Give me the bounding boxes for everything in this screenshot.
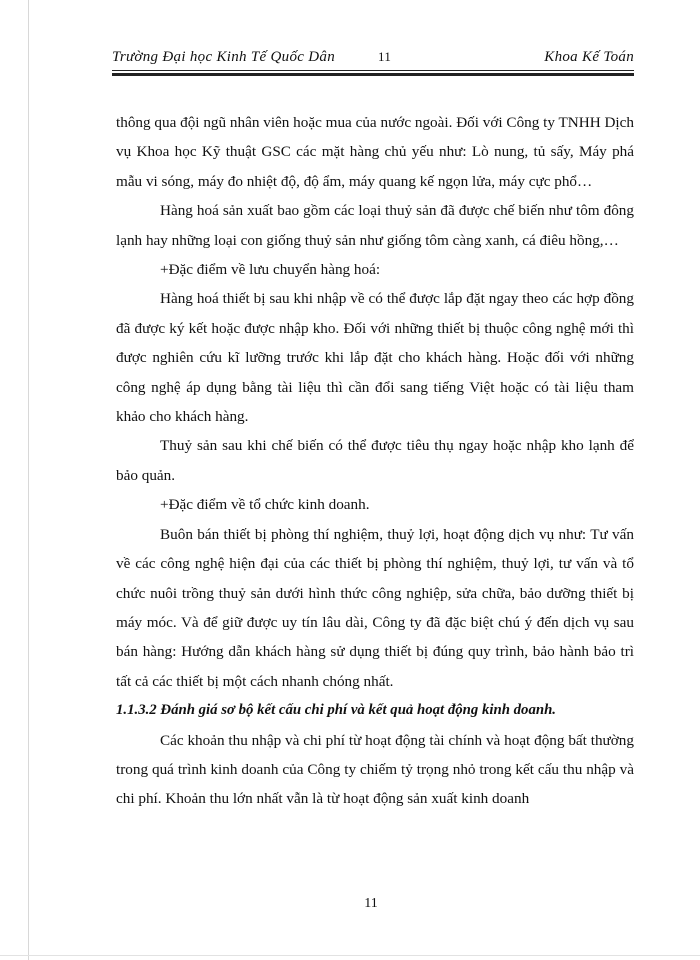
header-faculty: Khoa Kế Toán [544,49,634,65]
page-bottom-edge [0,955,700,956]
section-heading: 1.1.3.2 Đánh giá sơ bộ kết cấu chi phí và kết quả hoạt động kinh doanh. [116,702,556,719]
paragraph-circulation: Hàng hoá thiết bị sau khi nhập về có thể được lắp đặt ngay theo các hợp đồng đã được ký kết hoặc được nhập kho. Đối với những thiết bị thuộc công nghệ mới thì được nghiên cứu kĩ lưỡng trước khi lắp đặt cho khách hàng. Hoặc đối với những công nghệ áp dụng bằng tài liệu thì cần đổi sang tiếng Việt hoặc có tài liệu tham khảo cho khách hàng. [116,290,634,426]
body-text [116,108,634,814]
paragraph-goods-produced: Hàng hoá sản xuất bao gồm các loại thuỷ sản đã được chế biến như tôm đông lạnh hay những loại con giống thuỷ sản như giống tôm càng xanh, cá điêu hồng,… [116,202,634,249]
header-rule-thick [112,73,634,76]
header-university: Trường Đại học Kinh Tế Quốc Dân [112,49,335,65]
header-page-number: 11 [378,49,392,64]
footer-page-number: 11 [364,896,378,911]
header-rule-thin [112,70,634,71]
paragraph-business: Buôn bán thiết bị phòng thí nghiệm, thuỷ lợi, hoạt động dịch vụ như: Tư vấn về các công nghệ hiện đại của các thiết bị phòng thí nghiệm, thuỷ lợi, tư vấn và tổ chức nuôi trồng thuỷ sản dưới hình thức công nghiệp, sửa chữa, bảo dưỡng thiết bị máy móc. Và để giữ được uy tín lâu dài, Công ty đã đặc biệt chú ý đến dịch vụ sau bán hàng: Hướng dẫn khách hàng sử dụng thiết bị đúng quy trình, bảo hành bảo trì tất cả các thiết bị một cách nhanh chóng nhất. [116,525,634,690]
page-header [112,44,634,70]
paragraph-products: thông qua đội ngũ nhân viên hoặc mua của nước ngoài. Đối với Công ty TNHH Dịch vụ Khoa học Kỹ thuật GSC các mặt hàng chủ yếu như: Lò nung, tủ sấy, Máy phá mẫu vi sóng, máy đo nhiệt độ, độ ẩm, máy quang kế ngọn lửa, máy cực phổ… [116,114,634,190]
paragraph-income-expense: Các khoản thu nhập và chi phí từ hoạt động tài chính và hoạt động bất thường trong quá trình kinh doanh của Công ty chiếm tỷ trọng nhỏ trong kết cấu thu nhập và chi phí. Khoản thu lớn nhất vẫn là từ hoạt động sản xuất kinh doanh [116,731,634,808]
page-left-edge [28,0,29,960]
paragraph-circulation-title: +Đặc điểm về lưu chuyển hàng hoá: [160,261,381,279]
paragraph-seafood: Thuỷ sản sau khi chế biến có thể được tiêu thụ ngay hoặc nhập kho lạnh để bảo quản. [116,437,634,484]
paragraph-business-title: +Đặc điểm về tổ chức kinh doanh. [160,496,370,514]
